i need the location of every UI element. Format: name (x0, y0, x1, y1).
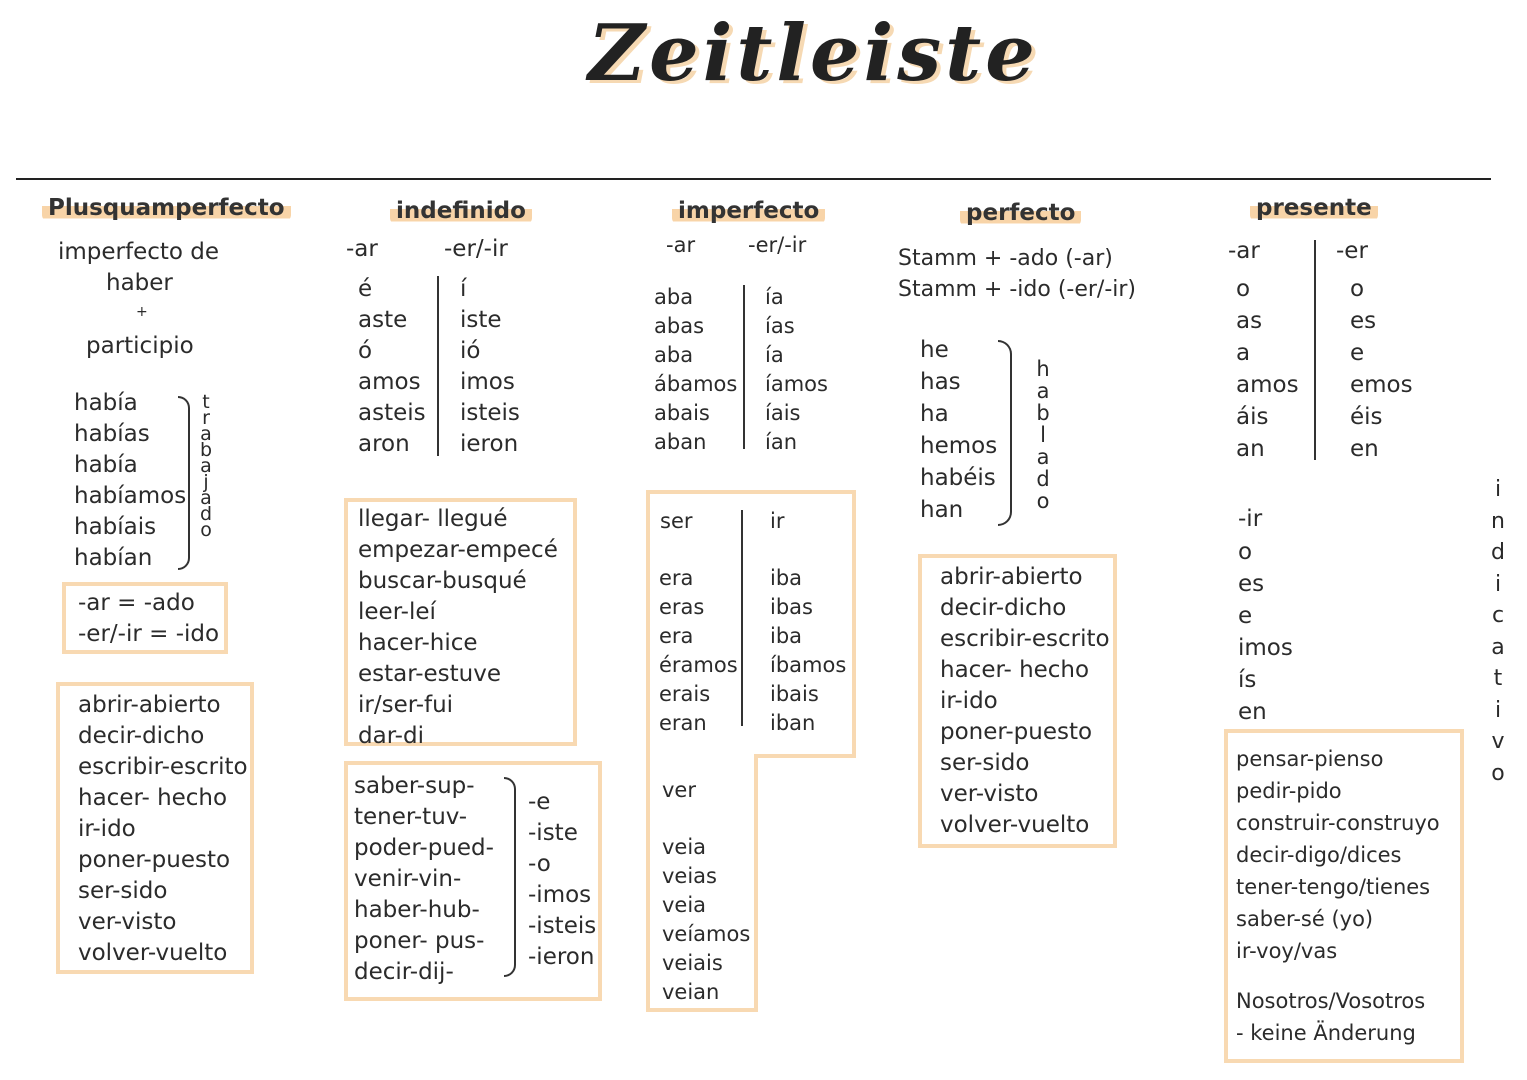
list-item: ver-visto (78, 909, 177, 935)
list-item: veian (662, 980, 720, 1004)
list-item: o (1238, 539, 1253, 565)
list-item: pedir-pido (1236, 779, 1342, 803)
irregular-list (1236, 743, 1452, 967)
brace (178, 396, 190, 570)
col-header-ir: -ir (1238, 506, 1263, 532)
ending-ar: -ar = -ado (78, 590, 195, 616)
letter: a (200, 423, 212, 445)
list-item: o (1236, 276, 1251, 302)
list-item: eras (659, 595, 705, 619)
letter: t (202, 391, 210, 413)
page-title: Zeitleiste (588, 8, 1039, 99)
list-item: escribir-escrito (940, 626, 1110, 652)
list-item: an (1236, 436, 1265, 462)
col-header-ar: -ar (1228, 238, 1260, 264)
irregular-participles-box (918, 554, 1117, 848)
endings-ir-list (1238, 536, 1293, 728)
irregular-indefinido-box (344, 498, 577, 749)
list-item: estar-estuve (358, 661, 502, 687)
list-item: poner-puesto (78, 847, 231, 873)
list-item: ió (460, 338, 481, 364)
letter: a (200, 487, 212, 509)
list-item: ver-visto (940, 781, 1039, 807)
list-item: ís (1238, 667, 1257, 693)
ser-forms-list (659, 564, 738, 738)
list-item: venir-vin- (354, 866, 462, 892)
list-item: empezar-empecé (358, 537, 558, 563)
haber-imperfect-list (74, 388, 186, 574)
list-item: llegar- llegué (358, 506, 508, 532)
letter: t (1493, 666, 1503, 691)
formula-line-1: imperfecto de (58, 239, 220, 265)
list-item: poner-puesto (940, 719, 1093, 745)
list-item: ser-sido (940, 750, 1030, 776)
list-item: aba (654, 343, 694, 367)
list-item: poner- pus- (354, 928, 485, 954)
letter: d (199, 503, 213, 525)
list-item: era (659, 566, 694, 590)
column-divider (437, 276, 439, 456)
list-item: abais (654, 401, 710, 425)
list-item: veia (662, 835, 707, 859)
list-item: aron (358, 431, 410, 457)
letter: l (1040, 423, 1046, 447)
endings-ar-list (1236, 273, 1299, 465)
list-item: leer-leí (358, 599, 436, 625)
list-item: en (1350, 436, 1379, 462)
list-item: imos (1238, 635, 1293, 661)
letter: v (1491, 729, 1505, 754)
list-item: íais (765, 401, 801, 425)
list-item: -ieron (528, 944, 595, 970)
letter: a (200, 455, 212, 477)
ending-er-ir: -er/-ir = -ido (78, 621, 220, 647)
list-item: ía (765, 343, 784, 367)
list-item: hacer- hecho (78, 785, 228, 811)
list-item: isteis (460, 400, 520, 426)
list-item: o (1350, 276, 1365, 302)
list-item: era (659, 624, 694, 648)
vertical-example-trabajado (199, 391, 213, 541)
col-header-ar: -ar (666, 233, 696, 257)
list-item: saber-sé (yo) (1236, 907, 1374, 931)
letter: b (1036, 401, 1050, 425)
list-item: ir-ido (78, 816, 136, 842)
letter: d (1491, 540, 1505, 565)
list-item: e (1238, 603, 1253, 629)
ver-forms-list (662, 833, 750, 1007)
list-item: saber-sup- (354, 773, 475, 799)
list-item: -o (528, 851, 551, 877)
list-item: ibas (770, 595, 813, 619)
list-item: ir-ido (940, 688, 998, 714)
letter: i (1494, 571, 1502, 597)
list-item: éis (1350, 404, 1383, 430)
list-item: ir/ser-fui (358, 692, 454, 718)
list-item: construir-construyo (1236, 811, 1440, 835)
ir-forms-list (770, 564, 846, 738)
list-item: había (74, 390, 138, 416)
list-item: éramos (659, 653, 738, 677)
brace (998, 340, 1012, 526)
column-divider (743, 285, 745, 449)
letter: r (202, 407, 210, 429)
list-item: ías (765, 314, 795, 338)
stem-endings-list (528, 787, 596, 973)
list-item: tener-tengo/tienes (1236, 875, 1431, 899)
list-item: as (1236, 308, 1263, 334)
list-item: hemos (920, 433, 998, 459)
haber-present-list (920, 334, 997, 526)
list-item: ser-sido (78, 878, 168, 904)
list-item: habíais (74, 514, 157, 540)
stems-list (354, 771, 494, 988)
letter: j (203, 471, 209, 493)
list-item: habéis (920, 465, 996, 491)
list-item: abrir-abierto (940, 564, 1083, 590)
list-item: ieron (460, 431, 519, 457)
heading-plusquamperfecto: Plusquamperfecto (42, 195, 291, 221)
letter: b (199, 439, 213, 461)
list-item: ía (765, 285, 784, 309)
rule-er-ir: Stamm + -ido (-er/-ir) (898, 277, 1137, 302)
col-header-er-ir: -er/-ir (748, 233, 807, 257)
irregular-stems-box (344, 761, 602, 1001)
list-item: decir-dij- (354, 959, 454, 985)
list-item: aban (654, 430, 707, 454)
list-item: emos (1350, 372, 1413, 398)
side-label-indicativo (1488, 474, 1508, 789)
list-item: e (1350, 340, 1365, 366)
list-item: é (358, 276, 373, 302)
list-item: ábamos (654, 372, 738, 396)
list-item: veia (662, 893, 707, 917)
list-item: íbamos (770, 653, 847, 677)
list-item: iba (770, 566, 803, 590)
endings-ar-list (654, 283, 737, 457)
endings-er-ir-list (765, 283, 828, 457)
list-item: decir-digo/dices (1236, 843, 1402, 867)
list-item: decir-dicho (940, 595, 1067, 621)
plus-sign: + (136, 304, 148, 320)
letter: i (1494, 477, 1502, 502)
list-item: buscar-busqué (358, 568, 527, 594)
list-item: íamos (765, 372, 828, 396)
list-item: veias (662, 864, 717, 888)
list-item: había (74, 452, 138, 478)
letter: d (1036, 467, 1050, 491)
list-item: poder-pued- (354, 835, 494, 861)
list-item: amos (358, 369, 421, 395)
list-item: he (920, 337, 949, 363)
list-item: ibais (770, 682, 819, 706)
list-item: iba (770, 624, 803, 648)
heading-imperfecto: imperfecto (672, 198, 825, 224)
list-item: ían (765, 430, 798, 454)
list-item: hacer-hice (358, 630, 478, 656)
letter: o (200, 519, 212, 541)
endings-er-ir-list (460, 274, 520, 460)
note-line-1: Nosotros/Vosotros (1236, 989, 1426, 1013)
brace (504, 777, 516, 977)
heading-presente: presente (1250, 195, 1378, 221)
endings-ar-list (358, 274, 426, 460)
list-item: imos (460, 369, 515, 395)
endings-box (62, 582, 228, 654)
formula-line-3: participio (86, 333, 194, 359)
list-item: en (1238, 699, 1267, 725)
irregular-presente-box (1224, 729, 1464, 1063)
list-item: habían (74, 545, 153, 571)
list-item: eran (659, 711, 707, 735)
letter: o (1036, 489, 1050, 513)
ser-label: ser (660, 509, 693, 533)
list-item: hacer- hecho (940, 657, 1090, 683)
list-item: -iste (528, 820, 578, 846)
ver-label: ver (662, 778, 696, 802)
list-item: -e (528, 789, 551, 815)
list-item: aba (654, 285, 694, 309)
list-item: amos (1236, 372, 1299, 398)
list-item: aste (358, 307, 408, 333)
list-item: es (1350, 308, 1377, 334)
list-item: dar-di (358, 723, 424, 749)
list-item: has (920, 369, 961, 395)
divider (16, 178, 1491, 180)
letter: h (1036, 357, 1050, 381)
list-item: a (1236, 340, 1251, 366)
letter: o (1491, 760, 1505, 786)
list-item: -isteis (528, 913, 597, 939)
list-item: tener-tuv- (354, 804, 468, 830)
heading-perfecto: perfecto (960, 200, 1081, 226)
list-item: pensar-pienso (1236, 747, 1384, 771)
list-item: iban (770, 711, 816, 735)
heading-indefinido: indefinido (390, 198, 532, 224)
list-item: haber-hub- (354, 897, 480, 923)
list-item: áis (1236, 404, 1269, 430)
list-item: escribir-escrito (78, 754, 248, 780)
list-item: iste (460, 307, 502, 333)
letter: a (1036, 445, 1050, 469)
list-item: asteis (358, 400, 426, 426)
list-item: erais (659, 682, 711, 706)
list-item: habías (74, 421, 150, 447)
list-item: í (460, 276, 467, 302)
col-header-er-ir: -er/-ir (444, 236, 508, 262)
vertical-example-hablado (1036, 358, 1050, 512)
column-divider (741, 510, 743, 726)
irregular-participles-box (56, 682, 254, 974)
list-item: abas (654, 314, 705, 338)
letter: a (1491, 634, 1505, 660)
list-item: han (920, 497, 964, 523)
list-item: volver-vuelto (940, 812, 1090, 838)
letter: i (1494, 697, 1502, 723)
note-line-2: - keine Änderung (1236, 1021, 1416, 1045)
column-divider (1314, 240, 1316, 460)
formula-line-2: haber (106, 270, 173, 296)
list-item: volver-vuelto (78, 940, 228, 966)
list-item: veíamos (662, 922, 751, 946)
rule-ar: Stamm + -ado (-ar) (898, 246, 1113, 271)
letter: c (1491, 603, 1505, 628)
list-item: decir-dicho (78, 723, 205, 749)
col-header-ar: -ar (346, 236, 378, 262)
list-item: ó (358, 338, 373, 364)
letter: n (1491, 508, 1505, 534)
list-item: -imos (528, 882, 592, 908)
list-item: es (1238, 571, 1265, 597)
list-item: ir-voy/vas (1236, 939, 1338, 963)
list-item: habíamos (74, 483, 187, 509)
endings-er-list (1350, 273, 1413, 465)
col-header-er: -er (1336, 238, 1368, 264)
letter: a (1036, 379, 1050, 403)
list-item: abrir-abierto (78, 692, 221, 718)
list-item: ha (920, 401, 949, 427)
ir-label: ir (770, 509, 785, 533)
list-item: veiais (662, 951, 723, 975)
